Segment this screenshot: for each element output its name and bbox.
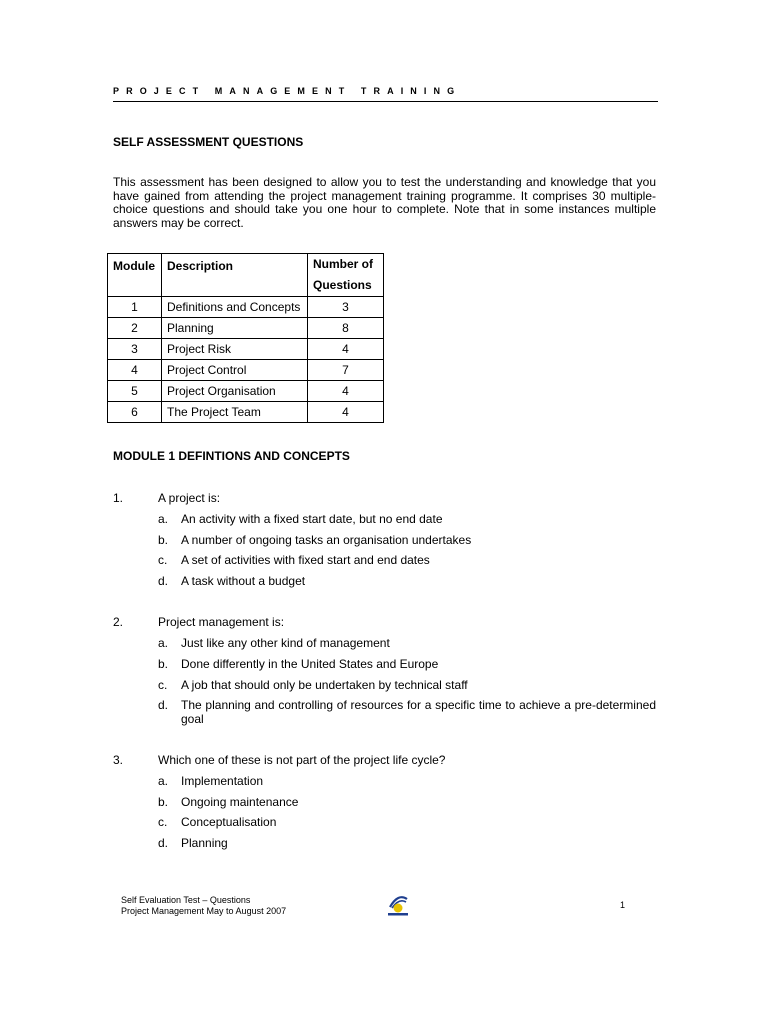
page-number: 1	[620, 900, 626, 910]
cell-description: Project Control	[162, 360, 308, 381]
option-text: Just like any other kind of management	[181, 636, 390, 650]
option-text: An activity with a fixed start date, but no end date	[181, 512, 443, 526]
option-letter: c.	[158, 815, 168, 829]
header-number-of-questions	[308, 254, 384, 297]
cell-description: Project Risk	[162, 339, 308, 360]
option-text: Conceptualisation	[181, 815, 277, 829]
cell-module: 1	[108, 297, 162, 318]
header-questions: Questions	[313, 278, 372, 292]
option-text: A job that should only be undertaken by technical staff	[181, 678, 468, 692]
cell-count: 3	[308, 297, 384, 318]
module-1-title: MODULE 1 DEFINTIONS AND CONCEPTS	[113, 449, 350, 463]
header-number-of: Number of	[313, 257, 373, 271]
option-letter: b.	[158, 657, 169, 671]
option-letter: a.	[158, 774, 169, 788]
option-letter: d.	[158, 836, 169, 850]
table-row	[108, 297, 384, 318]
logo-bar	[388, 913, 408, 916]
option-text: The planning and controlling of resources for a specific time to achieve a pre-determined goal	[181, 698, 656, 726]
option-letter: c.	[158, 678, 168, 692]
cell-description: Project Organisation	[162, 381, 308, 402]
option-letter: c.	[158, 553, 168, 567]
header-rule	[113, 101, 658, 102]
question-3	[113, 753, 658, 853]
question-text: A project is:	[158, 491, 221, 505]
cell-description: Planning	[162, 318, 308, 339]
option-text: A set of activities with fixed start and end dates	[181, 553, 430, 567]
section-title: SELF ASSESSMENT QUESTIONS	[113, 135, 304, 149]
option-text: A number of ongoing tasks an organisation undertakes	[181, 533, 472, 547]
cell-count: 7	[308, 360, 384, 381]
option-letter: b.	[158, 533, 169, 547]
table-header-row	[108, 254, 384, 297]
cell-count: 8	[308, 318, 384, 339]
option-letter: d.	[158, 698, 169, 712]
cell-module: 5	[108, 381, 162, 402]
question-text: Project management is:	[158, 615, 285, 629]
cell-count: 4	[308, 381, 384, 402]
option-letter: d.	[158, 574, 169, 588]
cell-description: Definitions and Concepts	[162, 297, 308, 318]
option-letter: a.	[158, 636, 169, 650]
question-number: 3.	[113, 753, 124, 767]
option-letter: a.	[158, 512, 169, 526]
question-number: 1.	[113, 491, 124, 505]
intro-paragraph: This assessment has been designed to allow you to test the understanding and knowledge that you have gained from attending the project management training programme. It comprises 30 multiple-choice questions and should take you one hour to complete. Note that in some instances multiple answers may be correct.	[113, 175, 656, 231]
table-row	[108, 360, 384, 381]
header-module: Module	[108, 254, 162, 297]
logo-graphic	[385, 893, 411, 917]
option-text: Done differently in the United States and Europe	[181, 657, 439, 671]
option-text: Ongoing maintenance	[181, 795, 299, 809]
organisation-logo-icon	[385, 893, 411, 917]
footer-line-1: Self Evaluation Test – Questions	[121, 895, 251, 905]
footer-line-2: Project Management May to August 2007	[121, 905, 287, 916]
cell-module: 6	[108, 402, 162, 423]
cell-module: 2	[108, 318, 162, 339]
option-letter: b.	[158, 795, 169, 809]
cell-module: 4	[108, 360, 162, 381]
running-header: PROJECT MANAGEMENT TRAINING	[113, 86, 462, 96]
module-table	[107, 253, 384, 423]
logo-dot	[394, 904, 403, 913]
table-row	[108, 381, 384, 402]
option-text: A task without a budget	[181, 574, 306, 588]
option-text: Implementation	[181, 774, 264, 788]
table-row	[108, 339, 384, 360]
cell-module: 3	[108, 339, 162, 360]
cell-count: 4	[308, 339, 384, 360]
question-2	[113, 615, 658, 730]
page-footer	[121, 895, 286, 916]
question-text: Which one of these is not part of the project life cycle?	[158, 753, 446, 767]
cell-description: The Project Team	[162, 402, 308, 423]
question-1	[113, 491, 658, 591]
option-text: Planning	[181, 836, 228, 850]
header-description: Description	[162, 254, 308, 297]
cell-count: 4	[308, 402, 384, 423]
table-row	[108, 402, 384, 423]
table-row	[108, 318, 384, 339]
question-number: 2.	[113, 615, 124, 629]
